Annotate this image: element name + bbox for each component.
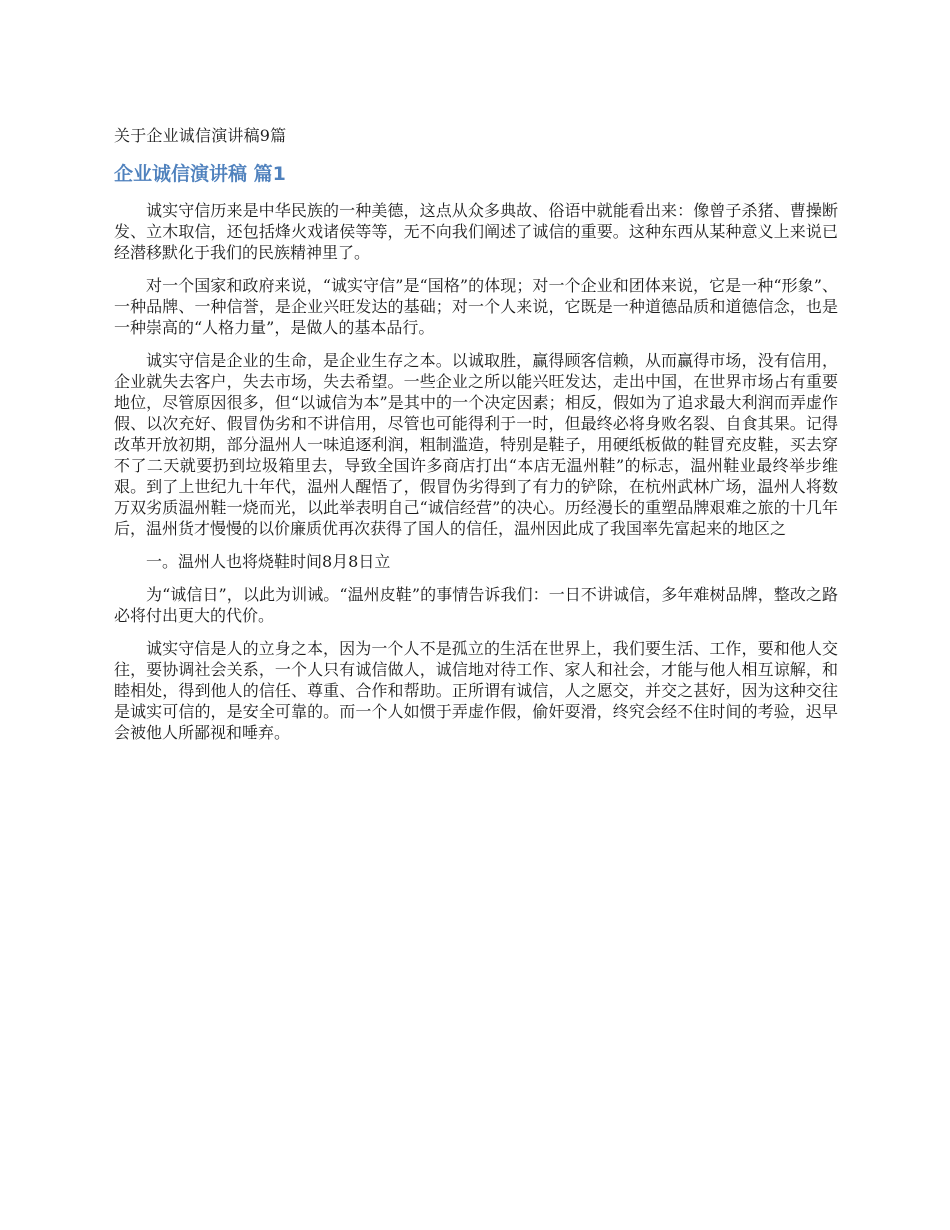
document-title: 关于企业诚信演讲稿9篇 [114, 126, 287, 145]
section-heading: 企业诚信演讲稿 篇1 [114, 163, 286, 185]
document-page [114, 124, 838, 755]
paragraph-1: 诚实守信历来是中华民族的一种美德，这点从众多典故、俗语中就能看出来：像曾子杀猪、曹操断发、立木取信，还包括烽火戏诸侯等等，无不向我们阐述了诚信的重要。这种东西从某种意义上来说已经潜移默化于我们的民族精神里了。 [114, 201, 838, 262]
paragraph-4: 一。温州人也将烧鞋时间8月8日立 [146, 552, 391, 571]
paragraph-2: 对一个国家和政府来说，“诚实守信”是“国格”的体现；对一个企业和团体来说，它是一种“形象”、一种品牌、一种信誉，是企业兴旺发达的基础；对一个人来说，它既是一种道德品质和道德信念，也是一种崇高的“人格力量”，是做人的基本品行。 [114, 276, 838, 337]
paragraph-6: 诚实守信是人的立身之本，因为一个人不是孤立的生活在世界上，我们要生活、工作，要和他人交往，要协调社会关系，一个人只有诚信做人，诚信地对待工作、家人和社会，才能与他人相互谅解，和睦相处，得到他人的信任、尊重、合作和帮助。正所谓有诚信，人之愿交，并交之甚好，因为这种交往是诚实可信的，是安全可靠的。而一个人如惯于弄虚作假，偷奸耍滑，终究会经不住时间的考验，迟早会被他人所鄙视和唾弃。 [114, 639, 838, 742]
paragraph-3: 诚实守信是企业的生命，是企业生存之本。以诚取胜，赢得顾客信赖，从而赢得市场，没有信用，企业就失去客户，失去市场，失去希望。一些企业之所以能兴旺发达，走出中国，在世界市场占有重要地位，尽管原因很多，但“以诚信为本”是其中的一个决定因素；相反，假如为了追求最大利润而弄虚作假、以次充好、假冒伪劣和不讲信用，尽管也可能得利于一时，但最终必将身败名裂、自食其果。记得改革开放初期，部分温州人一味追逐利润，粗制滥造，特别是鞋子，用硬纸板做的鞋冒充皮鞋，买去穿不了二天就要扔到垃圾箱里去，导致全国许多商店打出“本店无温州鞋”的标志，温州鞋业最终举步维艰。到了上世纪九十年代，温州人醒悟了，假冒伪劣得到了有力的铲除，在杭州武林广场，温州人将数万双劣质温州鞋一烧而光，以此举表明自己“诚信经营”的决心。历经漫长的重塑品牌艰难之旅的十几年后，温州货才慢慢的以价廉质优再次获得了国人的信任，温州因此成了我国率先富起来的地区之 [114, 351, 838, 538]
paragraph-5: 为“诚信日”，以此为训诫。“温州皮鞋”的事情告诉我们：一日不讲诚信，多年难树品牌，整改之路必将付出更大的代价。 [114, 585, 838, 625]
